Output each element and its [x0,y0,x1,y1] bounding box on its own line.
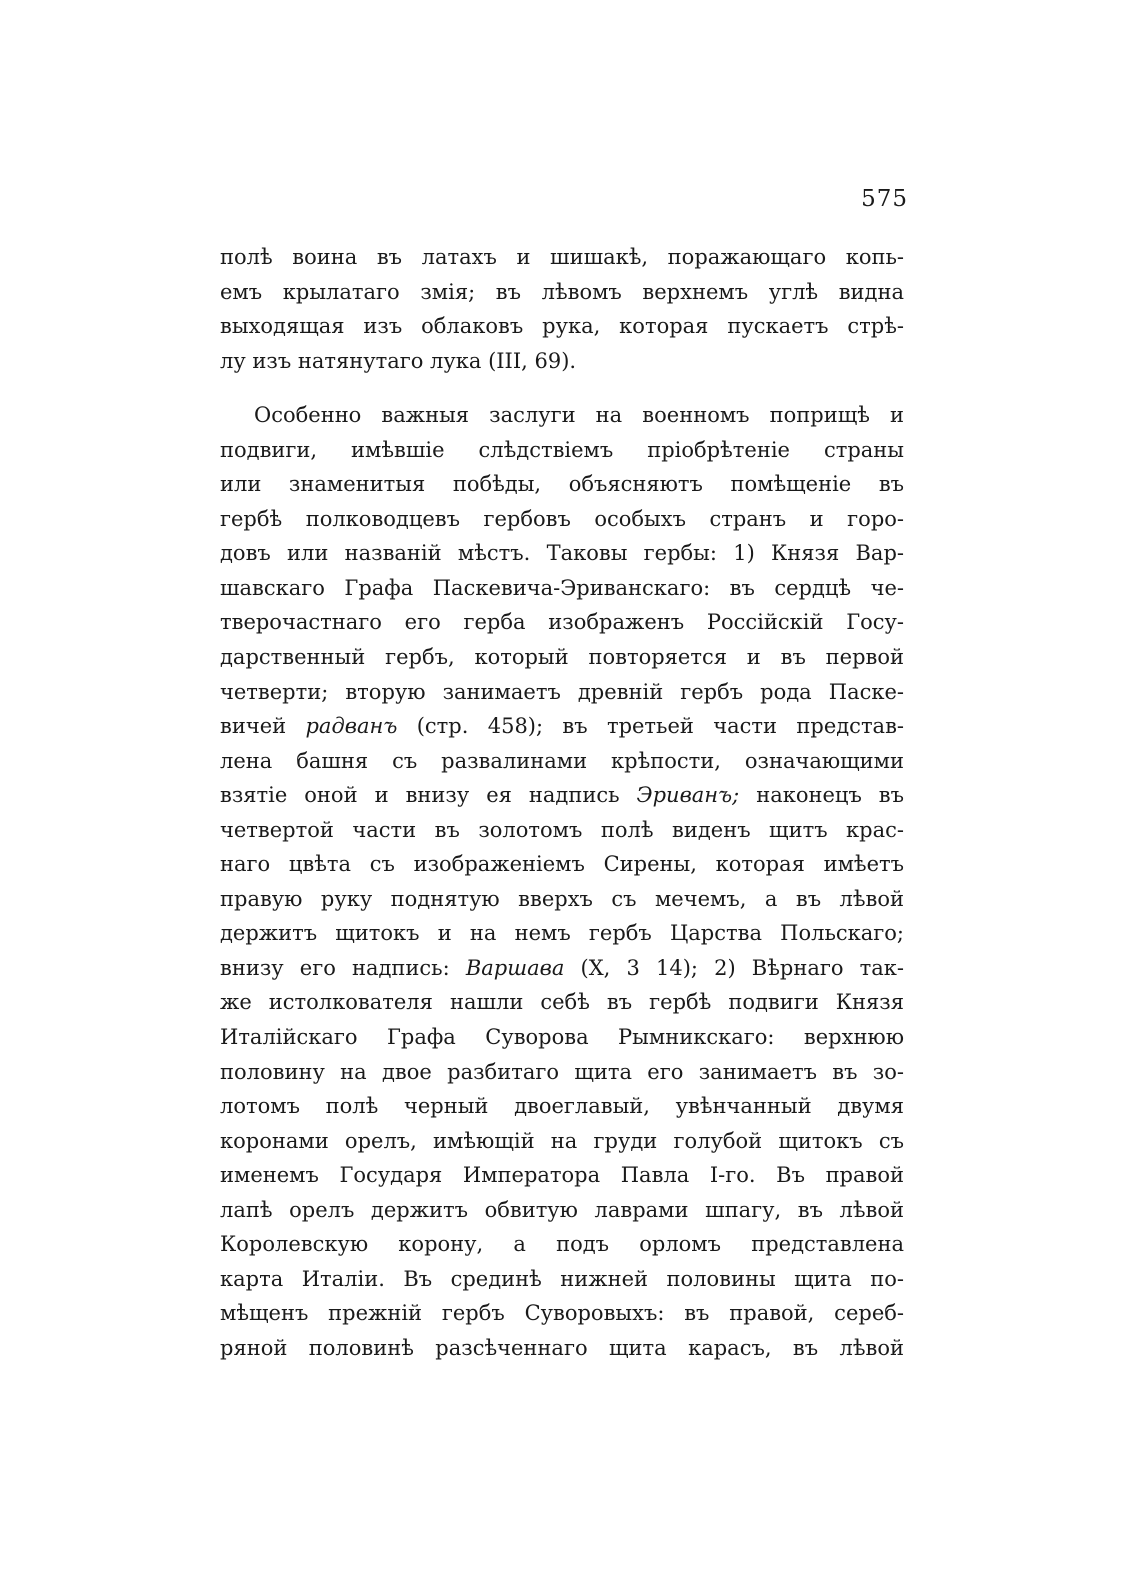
text-line: ряной половинѣ разсѣченнаго щита карасъ, въ лѣвой [220,1335,904,1360]
italic-term: Эриванъ; [636,783,740,808]
text-line: полѣ воина въ латахъ и шишакѣ, поражающаго копь- [220,245,904,269]
text-line: выходящая изъ облаковъ рука, которая пускаетъ стрѣ- [220,314,904,339]
text-line: держитъ щитокъ и на немъ гербъ Царства Польскаго; [220,921,904,946]
text-line: шавскаго Графа Паскевича-Эриванскаго: въ сердцѣ че- [220,575,904,600]
text-line: Королевскую корону, а подъ орломъ представлена [220,1232,904,1257]
text-line: четвертой части въ золотомъ полѣ виденъ щитъ крас- [220,817,904,842]
text-line: или знаменитыя побѣды, объясняютъ помѣщеніе въ [220,472,904,497]
text-line: подвиги, имѣвшіе слѣдствіемъ пріобрѣтеніе страны [220,437,904,462]
line-text: (стр. 458); въ третьей части представ- [397,714,904,739]
text-line: емъ крылатаго змія; въ лѣвомъ верхнемъ углѣ видна [220,279,904,304]
italic-term: Варшава [465,955,565,980]
text-line: же истолкователя нашли себѣ въ гербѣ подвиги Князя [220,990,904,1015]
text-line: лапѣ орелъ держитъ обвитую лаврами шпагу, въ лѣвой [220,1197,904,1222]
text-line: половину на двое разбитаго щита его занимаетъ въ зо- [220,1059,904,1084]
text-line: правую руку поднятую вверхъ съ мечемъ, а въ лѣвой [220,886,904,911]
line-text: вичей [220,714,306,739]
line-text: наконецъ въ [739,783,904,808]
text-line: гербѣ полководцевъ гербовъ особыхъ странъ и горо- [220,506,904,531]
text-line: карта Италіи. Въ срединѣ нижней половины щита по- [220,1266,904,1291]
line-text: взятіе оной и внизу ея надпись [220,783,637,808]
text-line: Италійскаго Графа Суворова Рымникскаго: верхнюю [220,1025,904,1050]
text-line: тверочастнаго его герба изображенъ Россійскій Госу- [220,610,904,635]
text-line: четверти; вторую занимаетъ древній гербъ рода Паске- [220,679,904,704]
text-line: коронами орелъ, имѣющій на груди голубой щитокъ съ [220,1128,904,1153]
text-line [220,951,904,986]
text-body [220,240,904,1366]
line-text: (X, 3 14); 2) Вѣрнаго так- [564,955,904,980]
text-line: мѣщенъ прежній гербъ Суворовыхъ: въ правой, сереб- [220,1301,904,1326]
page-number: 575 [861,186,908,212]
text-line: лотомъ полѣ черный двоеглавый, увѣнчанный двумя [220,1094,904,1119]
text-line: лу изъ натянутаго лука (III, 69). [220,348,577,373]
paragraph-gap [220,378,904,398]
text-line: дарственный гербъ, который повторяется и въ первой [220,645,904,670]
italic-term: радванъ [305,714,398,739]
text-line [220,709,904,744]
text-line: наго цвѣта съ изображеніемъ Сирены, которая имѣетъ [220,852,904,877]
text-line: довъ или названій мѣстъ. Таковы гербы: 1) Князя Вар- [220,541,904,566]
line-text: внизу его надпись: [220,955,466,980]
text-line: именемъ Государя Императора Павла I-го. Въ правой [220,1163,904,1188]
text-line [220,778,904,813]
text-line: лена башня съ развалинами крѣпости, означающими [220,748,904,773]
text-line: Особенно важныя заслуги на военномъ поприщѣ и [254,403,904,428]
